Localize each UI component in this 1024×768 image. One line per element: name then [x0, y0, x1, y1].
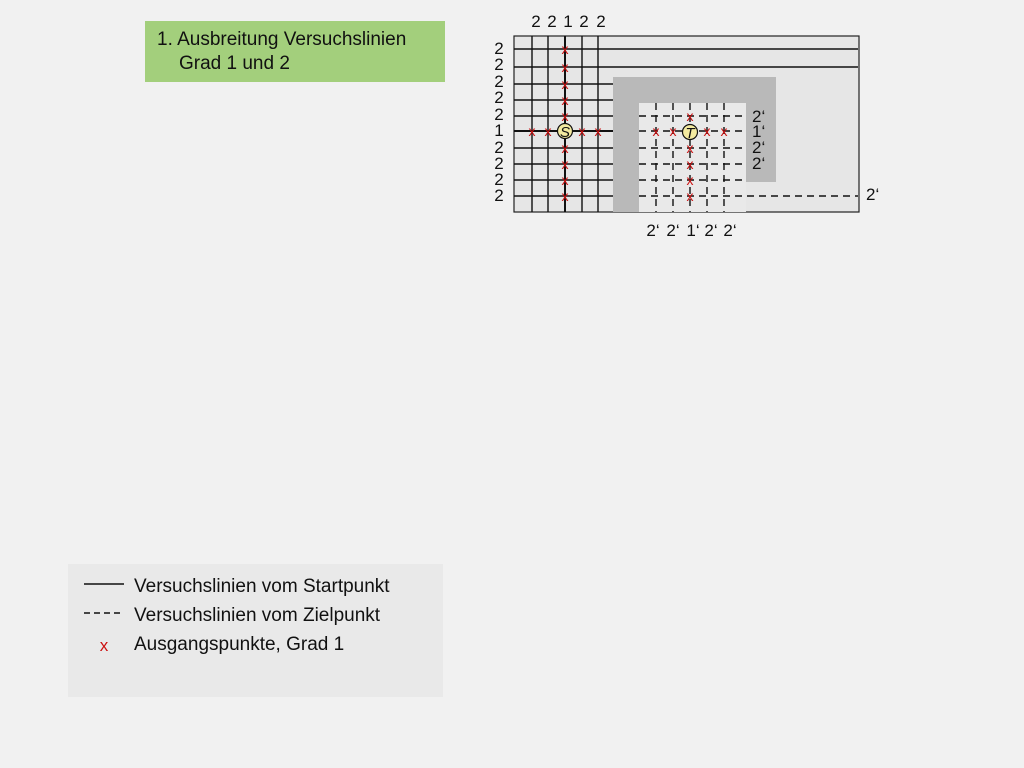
right-label: 1‘: [752, 122, 766, 141]
legend-label-dashed: Versuchslinien vom Zielpunkt: [134, 605, 381, 626]
legend-label-cross: Ausgangspunkte, Grad 1: [134, 634, 345, 655]
legend-item-cross: [68, 634, 443, 656]
cross-mark: x: [528, 123, 536, 139]
solid-line-symbol: [82, 576, 126, 598]
left-label: 2: [494, 186, 504, 205]
cross-mark: x: [703, 123, 711, 139]
left-label: 2: [494, 170, 504, 189]
left-label: 2: [494, 138, 504, 157]
right-bottom-label: 2‘: [866, 185, 880, 204]
left-label: 1: [494, 121, 504, 140]
title-line-2: Grad 1 und 2: [179, 53, 290, 74]
top-label: 2: [579, 12, 589, 31]
target-marker-label: T: [685, 125, 695, 142]
legend: [68, 564, 443, 697]
title-line-1: 1. Ausbreitung Versuchslinien: [157, 29, 407, 50]
bottom-label: 2‘: [704, 221, 718, 240]
right-label: 2‘: [752, 138, 766, 157]
bottom-label: 2‘: [723, 221, 737, 240]
cross-mark: x: [578, 123, 586, 139]
start-marker-label: S: [559, 124, 571, 141]
cross-mark: x: [561, 140, 569, 156]
cross-mark: x: [544, 123, 552, 139]
legend-item-solid: [68, 576, 443, 598]
cross-mark: x: [561, 156, 569, 172]
cross-mark: x: [561, 188, 569, 204]
cross-mark: x: [669, 123, 677, 139]
top-label: 1: [563, 12, 573, 31]
legend-label-solid: Versuchslinien vom Startpunkt: [134, 576, 390, 597]
dashed-line-symbol: [82, 605, 126, 627]
cross-mark: x: [561, 41, 569, 57]
cross-mark: x: [561, 92, 569, 108]
cross-mark: x: [561, 59, 569, 75]
left-label: 2: [494, 88, 504, 107]
top-label: 2: [547, 12, 557, 31]
left-label: 2: [494, 55, 504, 74]
cross-mark: x: [686, 172, 694, 188]
right-label: 2‘: [752, 107, 766, 126]
cross-mark: x: [720, 123, 728, 139]
cross-symbol-glyph: x: [99, 636, 109, 655]
bottom-label: 1‘: [686, 221, 700, 240]
left-label: 2: [494, 39, 504, 58]
cross-mark: x: [686, 156, 694, 172]
right-label: 2‘: [752, 154, 766, 173]
cross-mark: x: [594, 123, 602, 139]
left-label: 2: [494, 154, 504, 173]
cross-mark: x: [561, 172, 569, 188]
cross-mark: x: [561, 76, 569, 92]
left-label: 2: [494, 72, 504, 91]
cross-mark: x: [561, 108, 569, 124]
cross-mark: x: [686, 108, 694, 124]
cross-symbol: [82, 634, 126, 656]
cross-mark: x: [652, 123, 660, 139]
cross-mark: x: [686, 140, 694, 156]
left-label: 2: [494, 105, 504, 124]
top-label: 2: [596, 12, 606, 31]
cross-mark: x: [686, 188, 694, 204]
bottom-label: 2‘: [646, 221, 660, 240]
top-label: 2: [531, 12, 541, 31]
legend-item-dashed: [68, 605, 443, 627]
bottom-label: 2‘: [666, 221, 680, 240]
